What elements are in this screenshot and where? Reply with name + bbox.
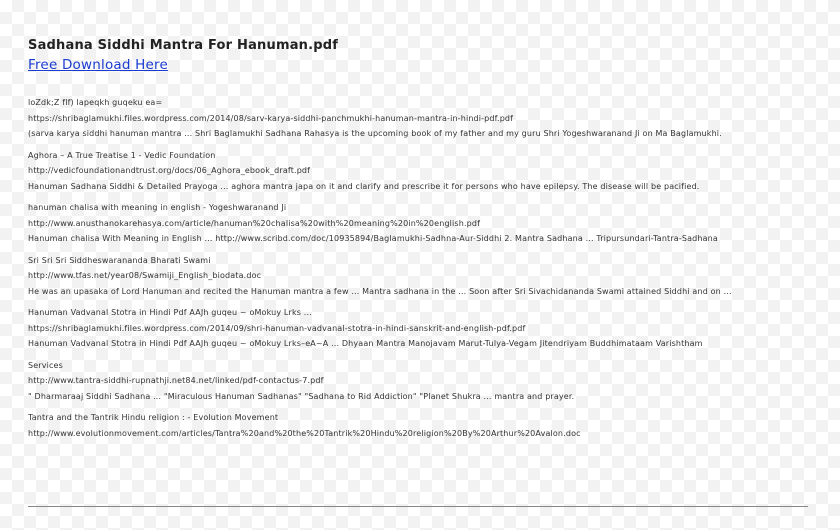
result-snippet: " Dharmaraaj Siddhi Sadhana ... "Miraculous Hanuman Sadhanas" "Sadhana to Rid Addiction" "Planet Shukra ... mantra and prayer.	[28, 391, 575, 401]
result-url[interactable]: https://shribaglamukhi.files.wordpress.com/2014/08/sarv-karya-siddhi-panchmukhi-hanuman-mantra-in-hindi-pdf.pdf	[28, 113, 514, 123]
result-item	[28, 413, 818, 438]
result-title: Tantra and the Tantrik Hindu religion : - Evolution Movement	[28, 413, 279, 422]
result-item	[28, 361, 818, 402]
result-url[interactable]: http://www.anusthanokarehasya.com/article/hanuman%20chalisa%20with%20meaning%20in%20english.pdf	[28, 218, 481, 228]
result-url[interactable]: http://www.evolutionmovement.com/articles/Tantra%20and%20the%20Tantrik%20Hindu%20religion%20By%20Arthur%20Avalon.doc	[28, 428, 581, 438]
document-page	[28, 38, 818, 450]
search-results-list	[28, 98, 818, 438]
result-title: Hanuman Vadvanal Stotra in Hindi Pdf AAJh guqeu ~ oMokuy Lrks ...	[28, 308, 312, 317]
result-snippet: (sarva karya siddhi hanuman mantra ... Shri Baglamukhi Sadhana Rahasya is the upcoming book of my father and my guru Shri Yogeshwaranand Ji on Ma Baglamukhi.	[28, 129, 722, 138]
result-snippet: Hanuman Sadhana Siddhi & Detailed Prayoga ... aghora mantra japa on it and clarify and prescribe it for persons who have epilepsy. The disease will be pacified.	[28, 181, 700, 191]
result-url[interactable]: https://shribaglamukhi.files.wordpress.com/2014/09/shri-hanuman-vadvanal-stotra-in-hindi-sanskrit-and-english-pdf.pdf	[28, 323, 526, 333]
result-item	[28, 308, 818, 349]
result-title: Aghora – A True Treatise 1 - Vedic Foundation	[28, 150, 216, 160]
result-item	[28, 256, 818, 297]
result-item	[28, 203, 818, 244]
result-url[interactable]: http://vedicfoundationandtrust.org/docs/06_Aghora_ebook_draft.pdf	[28, 166, 311, 175]
result-url[interactable]: http://www.tfas.net/year08/Swamiji_English_biodata.doc	[28, 271, 262, 280]
result-snippet: He was an upasaka of Lord Hanuman and recited the Hanuman mantra a few ... Mantra sadhana in the ... Soon after Sri Sivachidananda Swami attained Siddhi and on ...	[28, 286, 732, 296]
result-item	[28, 151, 818, 192]
result-title: Sri Sri Sri Siddheswarananda Bharati Swami	[28, 255, 211, 265]
result-snippet: Hanuman chalisa With Meaning in English ... http://www.scribd.com/doc/10935894/Baglamukhi-Sadhna-Aur-Siddhi 2. Mantra Sadhana ... Tripursundari-Tantra-Sadhana	[28, 234, 718, 243]
footer-divider	[28, 506, 808, 507]
result-title: hanuman chalisa with meaning in english - Yogeshwaranand Ji	[28, 203, 287, 212]
result-title: Services	[28, 360, 63, 370]
result-url[interactable]: http://www.tantra-siddhi-rupnathji.net84.net/linked/pdf-contactus-7.pdf	[28, 376, 324, 385]
result-title: loZdk;Z flf) lapeqkh guqeku ea=	[28, 98, 163, 107]
document-title: Sadhana Siddhi Mantra For Hanuman.pdf	[28, 38, 339, 53]
result-item	[28, 98, 818, 139]
free-download-link[interactable]: Free Download Here	[28, 57, 168, 73]
result-snippet: Hanuman Vadvanal Stotra in Hindi Pdf AAJh guqeu ~ oMokuy Lrks–eA~A ... Dhyaan Mantra Manojavam Marut-Tulya-Vegam Jitendriyam Buddhimataam Varishtham	[28, 339, 703, 348]
